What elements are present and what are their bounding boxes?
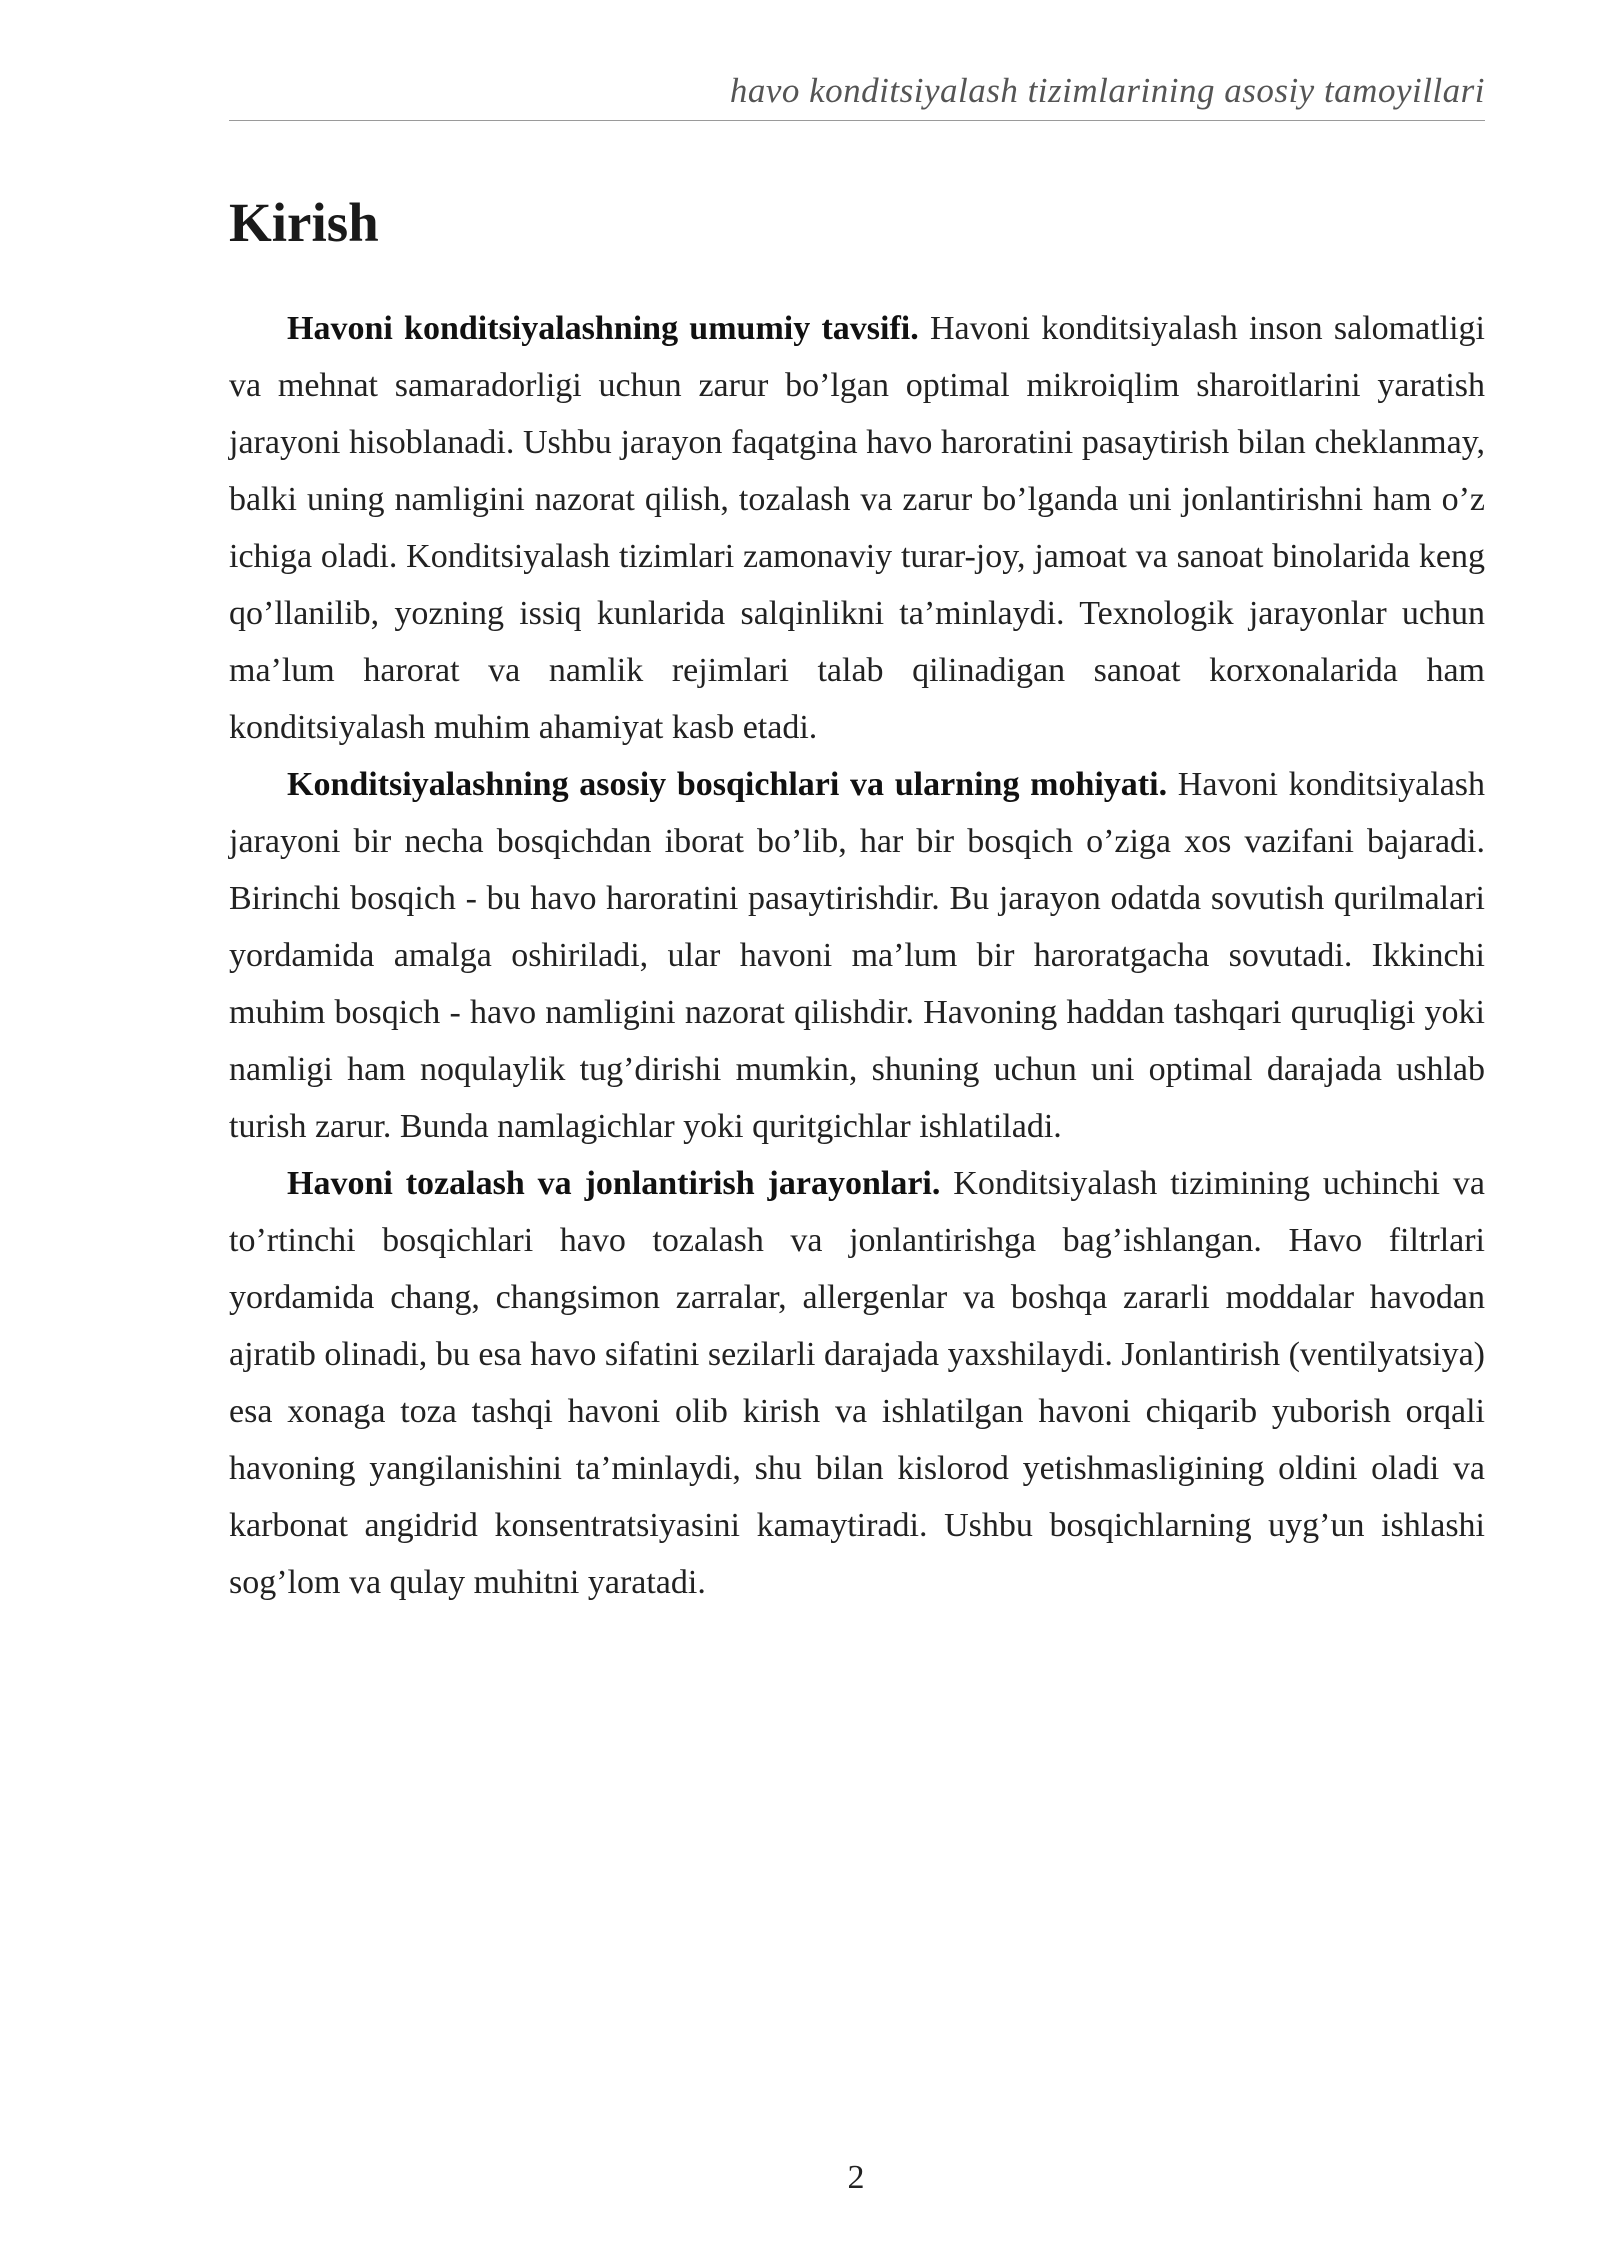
paragraph-lead: Konditsiyalashning asosiy bosqichlari va ularning mohiyati. [287,766,1168,803]
paragraph-text: Havoni konditsiyalash jarayoni bir necha bosqichdan iborat bo’lib, har bir bosqich o’ziga xos vazifani bajaradi. Birinchi bosqich - bu havo haroratini pasaytirishdir. Bu jarayon odatda sovutish qurilmalari yordamida amalga oshiriladi, ular havoni ma’lum bir haroratgacha sovutadi. Ikkinchi muhim bosqich - havo namligini nazorat qilishdir. Havoning haddan tashqari quruqligi yoki namligi ham noqulaylik tug’dirishi mumkin, shuning uchun uni optimal darajada ushlab turish zarur. Bunda namlagichlar yoki quritgichlar ishlatiladi. [229,766,1486,1145]
header-divider [229,120,1485,121]
paragraph-general-description [229,300,1485,756]
page-number: 2 [847,2159,865,2196]
paragraph-cleaning-ventilation [229,1155,1485,1611]
paragraph-main-stages [229,756,1485,1155]
page-title: Kirish [229,192,379,253]
body-text [229,300,1485,1611]
running-header-title: havo konditsiyalash tizimlarining asosiy tamoyillari [729,71,1485,110]
paragraph-text: Konditsiyalash tizimining uchinchi va to’rtinchi bosqichlari havo tozalash va jonlantirishga bag’ishlangan. Havo filtrlari yordamida chang, changsimon zarralar, allergenlar va boshqa zararli moddalar havodan ajratib olinadi, bu esa havo sifatini sezilarli darajada yaxshilaydi. Jonlantirish (ventilyatsiya) esa xonaga toza tashqi havoni olib kirish va ishlatilgan havoni chiqarib yuborish orqali havoning yangilanishini ta’minlaydi, shu bilan kislorod yetishmasligining oldini oladi va karbonat angidrid konsentratsiyasini kamaytiradi. Ushbu bosqichlarning uyg’un ishlashi sog’lom va qulay muhitni yaratadi. [229,1165,1486,1601]
paragraph-lead: Havoni tozalash va jonlantirish jarayonlari. [287,1165,941,1202]
paragraph-lead: Havoni konditsiyalashning umumiy tavsifi. [287,310,919,347]
paragraph-text: Havoni konditsiyalash inson salomatligi va mehnat samaradorligi uchun zarur bo’lgan optimal mikroiqlim sharoitlarini yaratish jarayoni hisoblanadi. Ushbu jarayon faqatgina havo haroratini pasaytirish bilan cheklanmay, balki uning namligini nazorat qilish, tozalash va zarur bo’lganda uni jonlantirishni ham o’z ichiga oladi. Konditsiyalash tizimlari zamonaviy turar-joy, jamoat va sanoat binolarida keng qo’llanilib, yozning issiq kunlarida salqinlikni ta’minlaydi. Texnologik jarayonlar uchun ma’lum harorat va namlik rejimlari talab qilinadigan sanoat korxonalarida ham konditsiyalash muhim ahamiyat kasb etadi. [229,310,1485,746]
